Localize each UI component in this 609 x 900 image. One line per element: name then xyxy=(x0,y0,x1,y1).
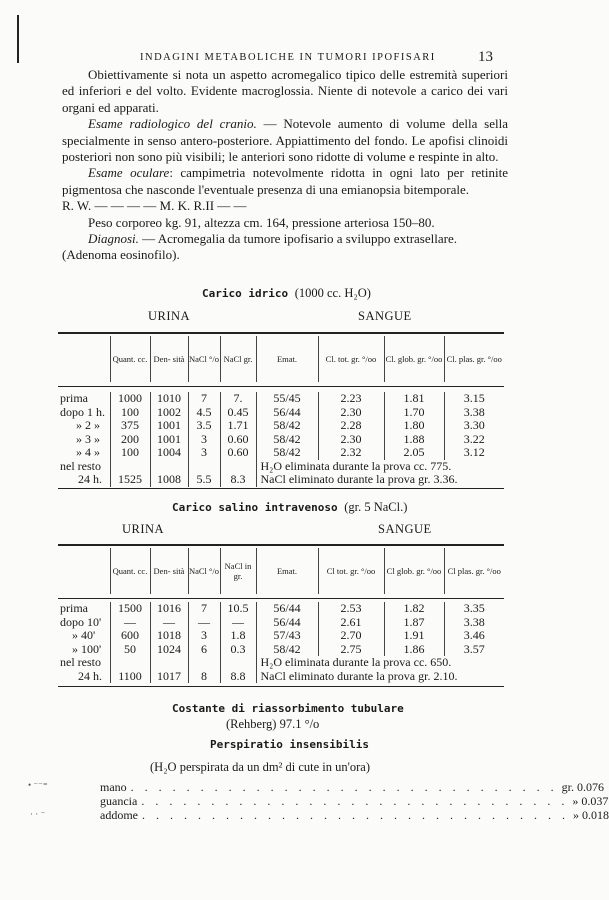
paragraph-adenoma: (Adenoma eosinofilo). xyxy=(62,247,180,263)
table2-header-rule xyxy=(58,598,504,599)
list-item-value: » 0.037 xyxy=(572,794,609,808)
table1-title-text: Carico idrico xyxy=(202,287,289,300)
cell: 5.5 xyxy=(188,473,220,487)
leader-dots: . . . . . . . . . . . . . . . . . . . . . . . . . . . . . . . xyxy=(141,794,569,808)
table2-header xyxy=(58,548,504,594)
table-row xyxy=(58,616,504,630)
list-item-label: mano xyxy=(100,780,127,794)
diagnosis-label: Diagnosi. xyxy=(88,231,139,247)
cell: 1018 xyxy=(150,629,188,643)
cell: 58/42 xyxy=(256,446,318,460)
table1-body xyxy=(58,392,504,487)
table-row xyxy=(58,473,504,487)
paragraph-radiology xyxy=(62,116,508,165)
cell: 200 xyxy=(110,433,150,447)
table1-urina-label: URINA xyxy=(148,309,191,323)
cell: — xyxy=(220,616,256,630)
list-item-value: » 0.018 xyxy=(573,808,609,822)
perspiratio-subtitle: (H₂O perspirata da un dm² di cute in un'ora) xyxy=(150,760,371,774)
diagnosis-text: — Acromegalia da tumore ipofisario a sviluppo extrasellare. xyxy=(138,231,457,247)
table2-header-cell: Den- sità xyxy=(150,548,188,594)
cell: — xyxy=(188,616,220,630)
cell: 0.45 xyxy=(220,406,256,420)
cell: 0.3 xyxy=(220,643,256,657)
table2-header-cell: Quant. cc. xyxy=(110,548,150,594)
table2-header-cell: Emat. xyxy=(256,548,318,594)
row-label: 24 h. xyxy=(78,668,102,683)
table1-rowlabel-header xyxy=(58,336,110,382)
cell: 1008 xyxy=(150,473,188,487)
table-row xyxy=(58,629,504,643)
table2-subtitle: (gr. 5 NaCl.) xyxy=(344,500,408,514)
table-row xyxy=(58,643,504,657)
cell: 4.5 xyxy=(188,406,220,420)
table-row xyxy=(58,419,504,433)
cell: 3 xyxy=(188,433,220,447)
list-item-label: addome xyxy=(100,808,138,822)
cell: 3.5 xyxy=(188,419,220,433)
cell: 1001 xyxy=(150,419,188,433)
cell: 3 xyxy=(188,629,220,643)
table1-note-nacl: NaCl eliminato durante la prova gr. 3.36. xyxy=(256,473,504,487)
cell: 2.70 xyxy=(318,629,384,643)
cell: 55/45 xyxy=(256,392,318,406)
table2-header-cell: Cl plas. gr. °/oo xyxy=(444,548,504,594)
row-label: dopo 1 h. xyxy=(60,404,105,419)
row-label: nel resto xyxy=(60,458,101,473)
cell: 3.15 xyxy=(444,392,504,406)
cell: 1004 xyxy=(150,446,188,460)
cell: 375 xyxy=(110,419,150,433)
cell: 2.32 xyxy=(318,446,384,460)
cell xyxy=(110,656,150,670)
page-number: 13 xyxy=(478,49,493,65)
table-row xyxy=(58,656,504,670)
ocular-text: : campimetria notevolmente ridotta in ogni lato per retinite pigmentosa che nasconde l'eventuale presenza di una emianopsia bitemporale. xyxy=(62,165,509,197)
table2-note-water: H₂O eliminata durante la prova cc. 650. xyxy=(256,656,504,670)
cell: 2.61 xyxy=(318,616,384,630)
margin-line xyxy=(17,15,19,63)
cell: — xyxy=(150,616,188,630)
cell: 1.91 xyxy=(384,629,444,643)
table-row xyxy=(58,670,504,684)
leader-dots: . . . . . . . . . . . . . . . . . . . . . . . . . . . . . . . xyxy=(142,808,569,822)
row-label: » 4 » xyxy=(76,445,100,459)
paragraph-wr: R. W. — — — — M. K. R.II — — xyxy=(62,198,247,214)
cell: 1010 xyxy=(150,392,188,406)
cell: 57/43 xyxy=(256,629,318,643)
leader-dots: . . . . . . . . . . . . . . . . . . . . . . . . . . . . . . . xyxy=(130,780,558,794)
cell: 1002 xyxy=(150,406,188,420)
cell: 1100 xyxy=(110,670,150,684)
table1-title xyxy=(202,286,371,301)
row-label: nel resto xyxy=(60,655,101,669)
table2-title-text: Carico salino intravenoso xyxy=(172,501,338,514)
cell: 3.57 xyxy=(444,643,504,657)
table1-header-cell: NaCl gr. xyxy=(220,336,256,382)
list-item xyxy=(100,808,609,822)
cell: 6 xyxy=(188,643,220,657)
cell: 58/42 xyxy=(256,419,318,433)
row-label: » 2 » xyxy=(76,418,100,432)
table1-note-water: H₂O eliminata durante la prova cc. 775. xyxy=(256,460,504,474)
row-label: prima xyxy=(60,391,88,405)
costante-title: Costante di riassorbimento tubulare xyxy=(172,702,404,715)
table1-top-rule xyxy=(58,332,504,334)
table2-header-cell: NaCl in gr. xyxy=(220,548,256,594)
cell: 1000 xyxy=(110,392,150,406)
costante-value: (Rehberg) 97.1 °/o xyxy=(226,717,320,731)
cell: 50 xyxy=(110,643,150,657)
cell: 1.71 xyxy=(220,419,256,433)
list-item xyxy=(100,794,609,808)
table-row xyxy=(58,602,504,616)
running-head: INDAGINI METABOLICHE IN TUMORI IPOFISARI xyxy=(140,52,436,63)
cell: 1.80 xyxy=(384,419,444,433)
cell xyxy=(188,460,220,474)
cell: 1.8 xyxy=(220,629,256,643)
table1-header-cell: Cl. glob. gr. °/oo xyxy=(384,336,444,382)
row-label: » 100' xyxy=(72,641,102,656)
cell: 3.38 xyxy=(444,406,504,420)
cell: 8.8 xyxy=(220,670,256,684)
cell: 1024 xyxy=(150,643,188,657)
cell: 0.60 xyxy=(220,446,256,460)
cell: 3.35 xyxy=(444,602,504,616)
row-label: 24 h. xyxy=(78,472,102,486)
table2-header-cell: Cl tot. gr. °/oo xyxy=(318,548,384,594)
table1-header xyxy=(58,336,504,382)
table-row xyxy=(58,460,504,474)
cell: 1.88 xyxy=(384,433,444,447)
radiology-text: — Notevole aumento di volume della sella specialmente in senso antero-posteriore. Appiattimento del fondo. Le apofisi clinoidi posteriori non sono più visibili; le anteriori sono ridotte di volume e respinte in alto. xyxy=(62,116,508,165)
row-label: » 3 » xyxy=(76,431,100,446)
cell xyxy=(220,656,256,670)
table2-sangue-label: SANGUE xyxy=(378,522,432,536)
cell: 2.05 xyxy=(384,446,444,460)
table1-header-cell: Emat. xyxy=(256,336,318,382)
table2-header-cell: NaCl °/o xyxy=(188,548,220,594)
row-label: dopo 10' xyxy=(60,614,102,629)
cell: 1017 xyxy=(150,670,188,684)
table2-body xyxy=(58,602,504,683)
table1-header-cell: Den- sità xyxy=(150,336,188,382)
cell xyxy=(150,656,188,670)
table-row xyxy=(58,392,504,406)
cell: 1.86 xyxy=(384,643,444,657)
table1-header-cell: Cl. plas. gr. °/oo xyxy=(444,336,504,382)
table1-subtitle: (1000 cc. H₂O) xyxy=(294,286,371,300)
cell xyxy=(150,460,188,474)
cell: 7 xyxy=(188,392,220,406)
cell: 56/44 xyxy=(256,602,318,616)
cell: 1500 xyxy=(110,602,150,616)
paragraph-ocular xyxy=(62,165,508,198)
list-item xyxy=(100,780,605,794)
cell: — xyxy=(110,616,150,630)
paragraph-objective: Obiettivamente si nota un aspetto acromegalico tipico delle estremità superiori ed inferiori e del volto. Evidente macroglossia. Niente di notevole a carico dei vari organi ed apparati. xyxy=(62,67,508,115)
cell: 2.23 xyxy=(318,392,384,406)
cell: 1.82 xyxy=(384,602,444,616)
paragraph-weight: Peso corporeo kg. 91, altezza cm. 164, pressione arteriosa 150–80. xyxy=(88,214,435,230)
cell: 3.46 xyxy=(444,629,504,643)
table1-header-rule xyxy=(58,386,504,387)
cell: 3 xyxy=(188,446,220,460)
cell: 3.22 xyxy=(444,433,504,447)
table2-header-cell: Cl glob. gr. °/oo xyxy=(384,548,444,594)
perspiratio-title: Perspiratio insensibilis xyxy=(210,738,369,751)
list-item-value: gr. 0.076 xyxy=(561,780,605,794)
margin-mark: • ⁻⁻⁼ xyxy=(28,780,48,790)
table2-title xyxy=(172,500,407,515)
cell: 100 xyxy=(110,406,150,420)
table1-header-cell: NaCl °/o xyxy=(188,336,220,382)
cell xyxy=(188,656,220,670)
cell: 600 xyxy=(110,629,150,643)
table2-rowlabel-header xyxy=(58,548,110,594)
cell: 7 xyxy=(188,602,220,616)
cell: 1001 xyxy=(150,433,188,447)
table-row xyxy=(58,433,504,447)
cell: 2.53 xyxy=(318,602,384,616)
cell: 3.30 xyxy=(444,419,504,433)
list-item-label: guancia xyxy=(100,794,138,808)
cell xyxy=(110,460,150,474)
cell: 56/44 xyxy=(256,406,318,420)
cell: 100 xyxy=(110,446,150,460)
cell: 2.28 xyxy=(318,419,384,433)
table2-note-nacl: NaCl eliminato durante la prova gr. 2.10. xyxy=(256,670,504,684)
cell: 3.12 xyxy=(444,446,504,460)
table1-sangue-label: SANGUE xyxy=(358,309,412,323)
cell: 8.3 xyxy=(220,473,256,487)
row-label: » 40' xyxy=(72,628,96,642)
cell: 2.30 xyxy=(318,406,384,420)
radiology-label: Esame radiologico del cranio. xyxy=(88,116,257,132)
table1-header-cell: Cl. tot. gr. °/oo xyxy=(318,336,384,382)
perspiratio-list xyxy=(100,780,609,822)
table-row xyxy=(58,406,504,420)
ocular-label: Esame oculare xyxy=(88,165,170,181)
cell: 2.75 xyxy=(318,643,384,657)
cell: 7. xyxy=(220,392,256,406)
margin-mark: · · ⁻ xyxy=(30,809,46,819)
table-row xyxy=(58,446,504,460)
cell: 58/42 xyxy=(256,643,318,657)
cell: 1.70 xyxy=(384,406,444,420)
cell: 3.38 xyxy=(444,616,504,630)
cell: 1016 xyxy=(150,602,188,616)
table2-urina-label: URINA xyxy=(122,522,165,536)
cell: 1.81 xyxy=(384,392,444,406)
cell: 8 xyxy=(188,670,220,684)
row-label: prima xyxy=(60,601,88,615)
cell: 10.5 xyxy=(220,602,256,616)
cell: 58/42 xyxy=(256,433,318,447)
cell: 1.87 xyxy=(384,616,444,630)
paragraph-diagnosis xyxy=(62,231,508,247)
cell: 1525 xyxy=(110,473,150,487)
cell: 56/44 xyxy=(256,616,318,630)
case-description xyxy=(62,67,508,264)
cell xyxy=(220,460,256,474)
table1-header-cell: Quant. cc. xyxy=(110,336,150,382)
cell: 0.60 xyxy=(220,433,256,447)
table2-bottom-rule xyxy=(58,686,504,687)
cell: 2.30 xyxy=(318,433,384,447)
table2-top-rule xyxy=(58,544,504,546)
table1-bottom-rule xyxy=(58,488,504,489)
